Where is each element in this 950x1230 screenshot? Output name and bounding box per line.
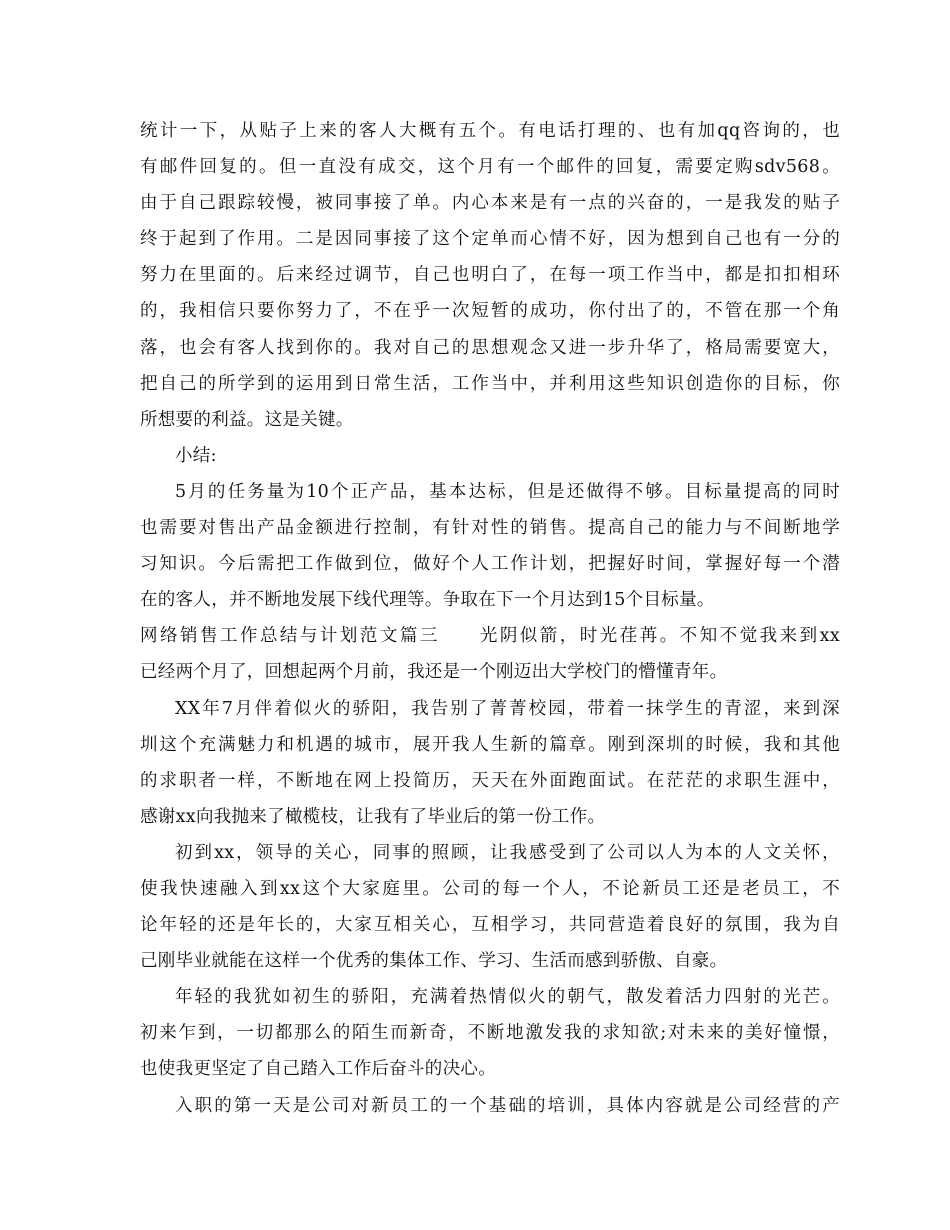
text-line: 把自己的所学到的运用到日常生活，工作当中，并利用这些知识创造你的目标，你 (140, 373, 840, 394)
text-line: 习知识。今后需把工作做到位，做好个人工作计划，把握好时间，掌握好每一个潜 (140, 554, 840, 575)
text-line: 的求职者一样，不断地在网上投简历，天天在外面跑面试。在茫茫的求职生涯中， (140, 770, 840, 791)
text-line: 年轻的我犹如初生的骄阳，充满着热情似火的朝气，散发着活力四射的光芒。 (175, 987, 840, 1008)
text-line: 落，也会有客人找到你的。我对自己的思想观念又进一步升华了，格局需要宽大， (140, 337, 840, 358)
text-line: 入职的第一天是公司对新员工的一个基础的培训，具体内容就是公司经营的产 (175, 1095, 840, 1116)
text-line: 也使我更坚定了自己踏入工作后奋斗的决心。 (140, 1059, 496, 1080)
text-line: XX年7月伴着似火的骄阳，我告别了菁菁校园，带着一抹学生的青涩，来到深 (175, 698, 840, 719)
text-line: 有邮件回复的。但一直没有成交，这个月有一个邮件的回复，需要定购sdv568。 (140, 157, 840, 178)
text-line: 所想要的利益。这是关键。 (140, 409, 354, 430)
section-heading: 小结: (175, 445, 217, 466)
text-line: 由于自己跟踪较慢，被同事接了单。内心本来是有一点的兴奋的，一是我发的贴子 (140, 193, 840, 214)
text-line: 已经两个月了，回想起两个月前，我还是一个刚迈出大学校门的懵懂青年。 (140, 662, 728, 683)
text-line: 圳这个充满魅力和机遇的城市，展开我人生新的篇章。刚到深圳的时候，我和其他 (140, 734, 840, 755)
text-line: 在的客人，并不断地发展下线代理等。争取在下一个月达到15个目标量。 (140, 590, 715, 611)
article-title-line: 网络销售工作总结与计划范文篇三 光阴似箭，时光荏苒。不知不觉我来到xx (140, 626, 840, 647)
text-line: 终于起到了作用。二是因同事接了这个定单而心情不好，因为想到自己也有一分的 (140, 229, 840, 250)
text-line: 论年轻的还是年长的，大家互相关心，互相学习，共同营造着良好的氛围，我为自 (140, 915, 840, 936)
text-line: 初到xx，领导的关心，同事的照顾，让我感受到了公司以人为本的人文关怀， (175, 842, 840, 863)
text-line: 统计一下，从贴子上来的客人大概有五个。有电话打理的、也有加qq咨询的，也 (140, 121, 840, 141)
text-line: 使我快速融入到xx这个大家庭里。公司的每一个人，不论新员工还是老员工，不 (140, 878, 840, 899)
text-line: 的，我相信只要你努力了，不在乎一次短暂的成功，你付出了的，不管在那一个角 (140, 301, 840, 322)
text-line: 5月的任务量为10个正产品，基本达标，但是还做得不够。目标量提高的同时 (175, 481, 840, 502)
text-line: 努力在里面的。后来经过调节，自己也明白了，在每一项工作当中，都是扣扣相环 (140, 265, 840, 286)
document-body (140, 113, 840, 1124)
text-line: 感谢xx向我抛来了橄榄枝，让我有了毕业后的第一份工作。 (140, 806, 606, 827)
text-line: 初来乍到，一切都那么的陌生而新奇，不断地激发我的求知欲;对未来的美好憧憬， (140, 1023, 840, 1044)
text-line: 己刚毕业就能在这样一个优秀的集体工作、学习、生活而感到骄傲、自豪。 (140, 951, 728, 972)
text-line: 也需要对售出产品金额进行控制，有针对性的销售。提高自己的能力与不间断地学 (140, 518, 840, 539)
